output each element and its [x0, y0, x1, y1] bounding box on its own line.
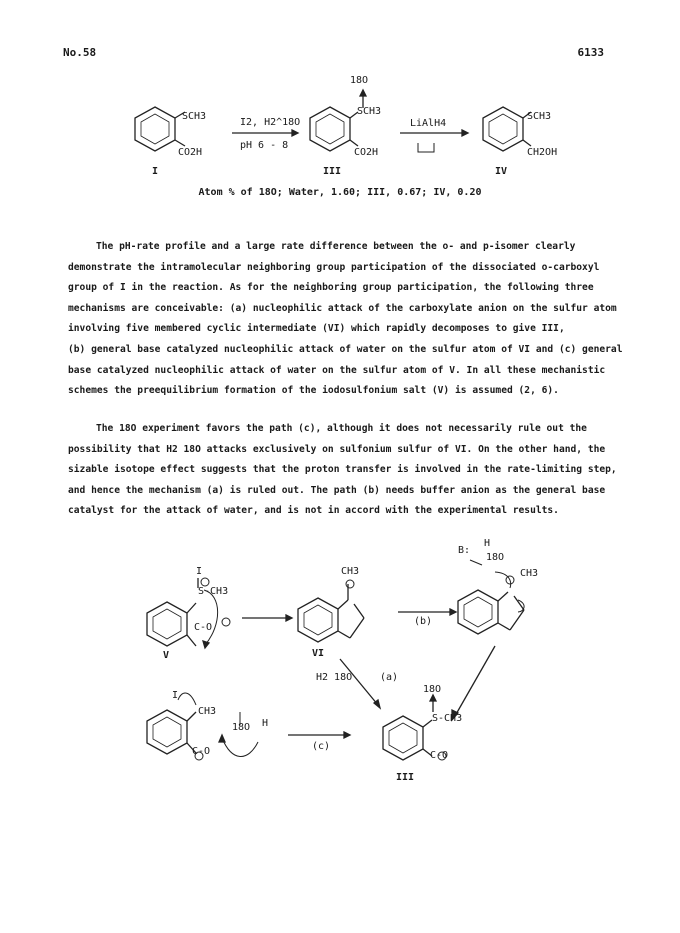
- compound-label-VI: VI: [312, 648, 325, 659]
- carboxylate-label-V: C-O: [194, 622, 213, 633]
- substituent-sch3-IV: SCH3: [527, 111, 552, 122]
- text-line: schemes the preequilibrium formation of the iodosulfonium salt (V) is assumed (2, 6).: [68, 385, 559, 397]
- text-line: The 18O experiment favors the path (c), although it does not necessarily rule out the: [96, 423, 587, 434]
- hydrogen-label: H: [484, 538, 491, 549]
- isotope-caption: Atom % of 18O; Water, 1.60; III, 0.67; IV, 0.20: [198, 187, 482, 198]
- water-18-label: H2 18O: [316, 672, 353, 683]
- iodine-label-lower: I: [172, 690, 179, 701]
- s-ch3-label-V: S-CH3: [198, 586, 229, 597]
- oxygen-18-label-III: 18O: [423, 684, 442, 695]
- compound-label-I: I: [152, 166, 159, 177]
- text-line: possibility that H2 18O attacks exclusively on sulfonium sulfur of VI. On the other hand, the: [68, 443, 606, 455]
- path-a-label: (a): [380, 672, 399, 683]
- substituent-sch3-III: SCH3: [357, 106, 382, 117]
- text-line: catalyst for the attack of water, and is not in accord with the experimental results.: [68, 505, 559, 517]
- base-label: B:: [458, 545, 471, 556]
- text-line: group of I in the reaction. As for the neighboring group participation, the following three: [68, 282, 594, 294]
- hydrogen-label-lower: H: [262, 718, 269, 729]
- reagent-iodine-water: I2, H2^18O: [240, 117, 301, 128]
- carboxylate-label-lower: C-O: [192, 746, 211, 757]
- oxygen-18-label-b: 18O: [486, 552, 505, 563]
- substituent-co2h-III: CO2H: [354, 147, 379, 158]
- path-b-label: (b): [414, 616, 433, 627]
- substituent-ch2oh-IV: CH2OH: [527, 147, 558, 158]
- text-line: (b) general base catalyzed nucleophilic attack of water on the sulfur atom of VI and (c) general: [68, 343, 623, 355]
- compound-label-III: III: [323, 166, 342, 177]
- journal-number: No.58: [63, 46, 97, 59]
- carboxylate-label-III: C-O: [430, 750, 449, 761]
- text-line: demonstrate the intramolecular neighboring group participation of the dissociated o-carboxyl: [68, 261, 600, 273]
- substituent-sch3-I: SCH3: [182, 111, 207, 122]
- s-ch3-label-III: S-CH3: [432, 713, 463, 724]
- text-line: and hence the mechanism (a) is ruled out. The path (b) needs buffer anion as the general base: [68, 484, 606, 496]
- text-line: involving five membered cyclic intermediate (VI) which rapidly decomposes to give III,: [68, 323, 565, 335]
- ch3-label-lower: CH3: [198, 706, 217, 717]
- ch3-label-VI: CH3: [341, 566, 360, 577]
- compound-label-V: V: [163, 650, 170, 661]
- oxygen-18-label-III: 18O: [350, 75, 369, 86]
- text-line: sizable isotope effect suggests that the proton transfer is involved in the rate-limiting step,: [68, 464, 617, 476]
- substituent-co2h-I: CO2H: [178, 147, 203, 158]
- text-line: base catalyzed nucleophilic attack of water on the sulfur atom of V. In all these mechanistic: [68, 364, 606, 376]
- text-line: mechanisms are conceivable: (a) nucleophilic attack of the carboxylate anion on the sulfur atom: [68, 302, 617, 314]
- compound-label-III-product: III: [396, 772, 415, 783]
- arrow-b-to-iii: [455, 646, 495, 716]
- text-line: The pH-rate profile and a large rate difference between the o- and p-isomer clearly: [96, 241, 576, 252]
- iodine-label-V: I: [196, 566, 203, 577]
- reagent-ph: pH 6 - 8: [240, 140, 289, 151]
- page-number: 6133: [577, 46, 604, 59]
- oxygen-18-label-lower: 18O: [232, 722, 251, 733]
- ch3-label-VI-b: CH3: [520, 568, 539, 579]
- reagent-lialh4: LiAlH4: [410, 118, 447, 129]
- compound-label-IV: IV: [495, 166, 508, 177]
- path-c-label: (c): [312, 741, 331, 752]
